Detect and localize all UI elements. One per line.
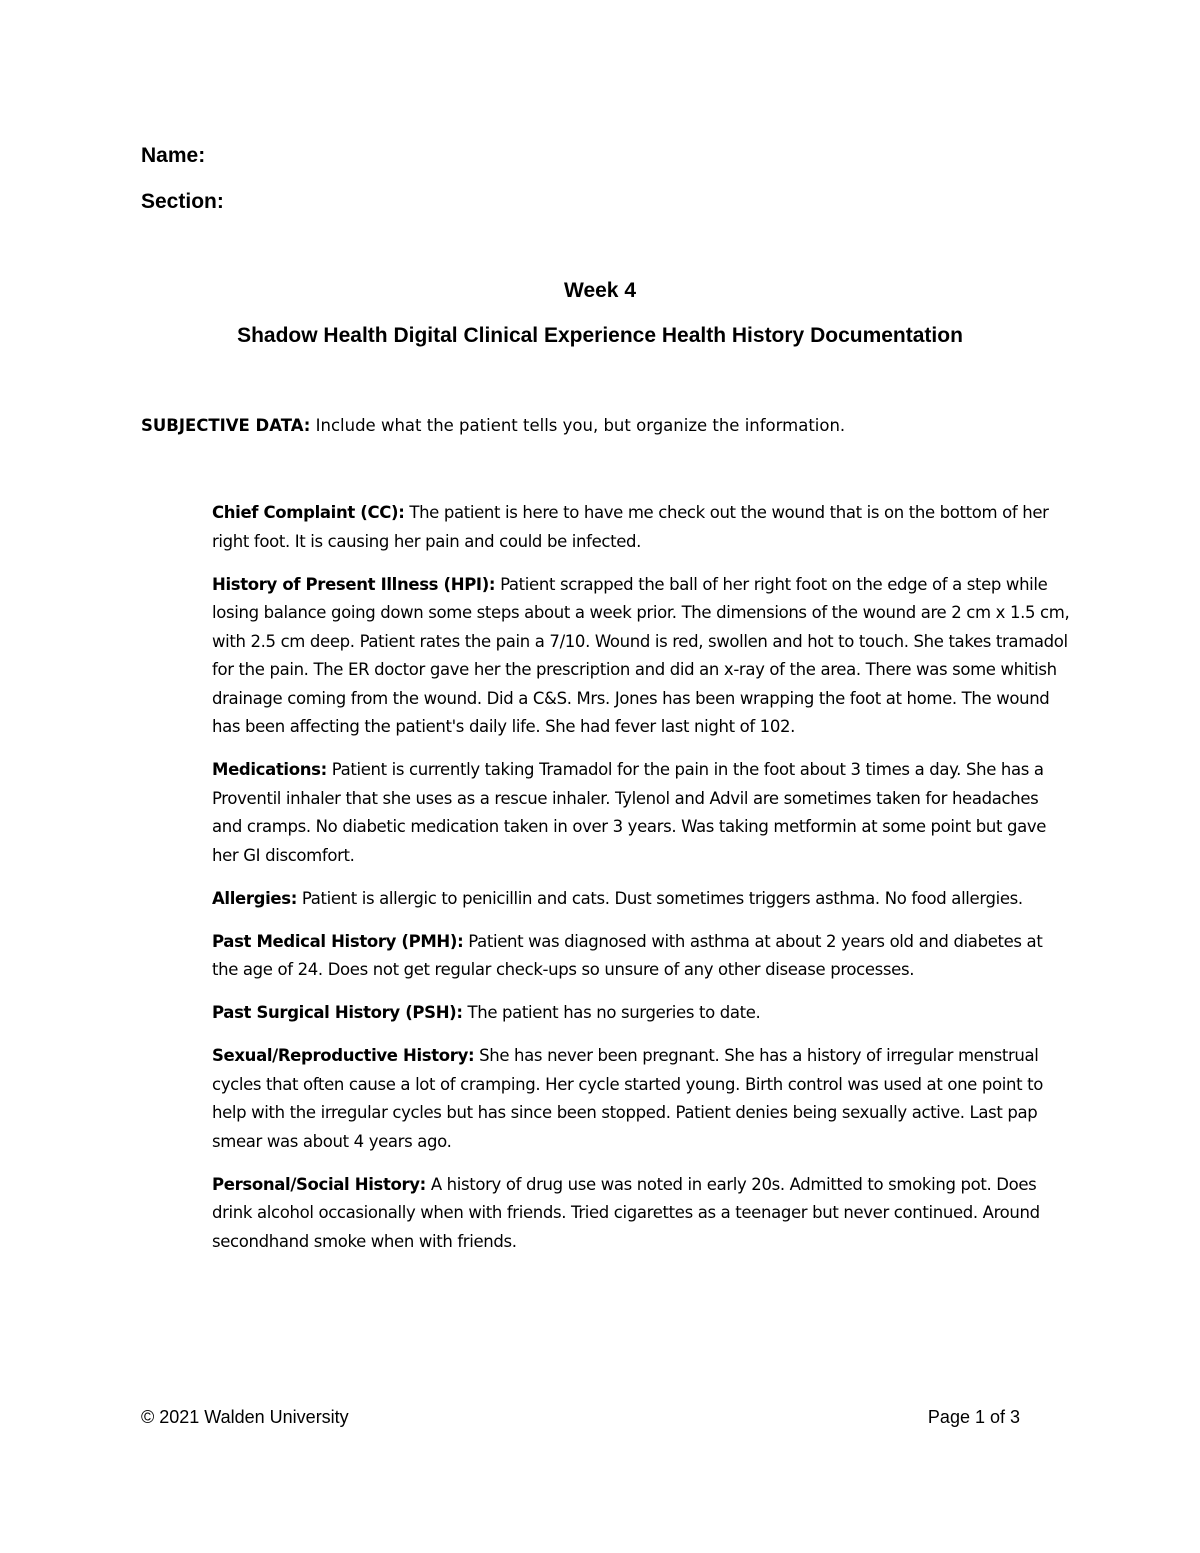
section-medications [212,756,1072,870]
section-text: A history of drug use was noted in early 20s. Admitted to smoking pot. Does drink alcohol occasionally when with friends. Tried cigarettes as a teenager but never continued. Around secondhand smoke when with friends. [212,1174,1040,1251]
section-label: Chief Complaint (CC): [212,503,405,522]
section-label: Sexual/Reproductive History: [212,1046,475,1065]
section-text: The patient is here to have me check out the wound that is on the bottom of her right foot. It is causing her pain and could be infected. [212,503,1049,551]
week-title: Week 4 [564,279,636,302]
header-fields [141,141,224,233]
section-history-present-illness [212,571,1072,742]
section-label: Personal/Social History: [212,1174,426,1194]
document-title: Shadow Health Digital Clinical Experience Health History Documentation [237,324,963,347]
section-text: She has never been pregnant. She has a history of irregular menstrual cycles that often cause a lot of cramping. Her cycle started young. Birth control was used at one point to help with the irregular cycles but has since been stopped. Patient denies being sexually active. Last pap smear was about 4 years ago. [212,1046,1043,1151]
subjective-data-text: Include what the patient tells you, but organize the information. [310,416,846,435]
section-personal-social-history [212,1171,1072,1257]
section-sexual-reproductive-history [212,1042,1072,1156]
section-text: Patient scrapped the ball of her right foot on the edge of a step while losing balance going down some steps about a week prior. The dimensions of the wound are 2 cm x 1.5 cm, with 2.5 cm deep. Patient rates the pain a 7/10. Wound is red, swollen and hot to touch. She takes tramadol for the pain. The ER doctor gave her the prescription and did an x-ray of the area. There was some whitish drainage coming from the wound. Did a C&S. Mrs. Jones has been wrapping the foot at home. The wound has been affecting the patient's daily life. She had fever last night of 102. [212,574,1070,736]
section-label: History of Present Illness (HPI): [212,574,496,594]
subjective-data-intro [141,413,845,439]
section-text: The patient has no surgeries to date. [462,1003,761,1022]
subjective-sections [212,499,1072,1271]
footer-page-number: Page 1 of 3 [927,1407,1020,1427]
section-text: Patient is currently taking Tramadol for the pain in the foot about 3 times a day. She has a Proventil inhaler that she uses as a rescue inhaler. Tylenol and Advil are sometimes taken for headaches and cramps. No diabetic medication taken in over 3 years. Was taking metformin at some point but gave her GI discomfort. [212,760,1047,865]
section-past-surgical-history [212,999,1072,1028]
name-field-label: Name: [141,144,206,167]
subjective-data-label: SUBJECTIVE DATA: [141,416,311,435]
section-chief-complaint [212,499,1072,556]
section-label: Medications: [212,760,327,779]
footer-copyright: © 2021 Walden University [141,1407,349,1427]
section-past-medical-history [212,928,1072,985]
section-label: Past Medical History (PMH): [212,931,464,951]
section-text: Patient was diagnosed with asthma at about 2 years old and diabetes at the age of 24. Does not get regular check-ups so unsure of any other disease processes. [212,931,1043,979]
section-label: Past Surgical History (PSH): [212,1003,463,1022]
section-label: Allergies: [212,888,297,908]
document-title-block [0,276,1200,351]
section-text: Patient is allergic to penicillin and cats. Dust sometimes triggers asthma. No food allergies. [297,888,1023,908]
section-field-label: Section: [141,190,224,213]
section-allergies [212,885,1072,914]
